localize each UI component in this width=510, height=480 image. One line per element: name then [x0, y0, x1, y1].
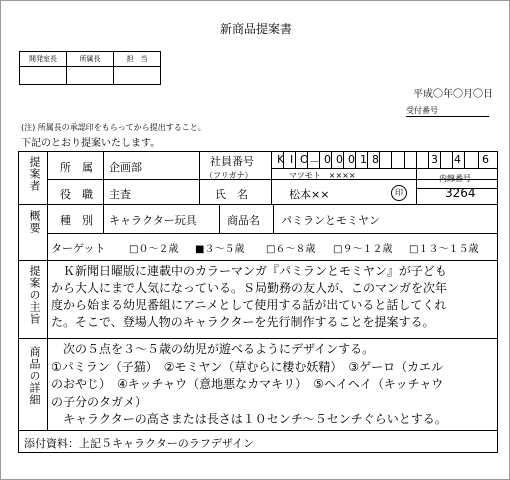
approval-header-dept-head: 所属長	[67, 52, 114, 67]
details-line: 次の５点を３～５歳の幼児が遊べるようにデザインする。	[51, 342, 375, 356]
purpose-line: た。そこで、登場人物のキャラクターを先行制作することを提案する。	[51, 315, 435, 329]
employee-number-char: 1	[360, 153, 367, 166]
details-section-label: 商品の詳細	[28, 346, 41, 406]
target-option-6-8: □６～８歳	[266, 244, 316, 255]
purpose-line: 度から始まる幼児番組にアニメとして使用する話が出ていると話してくれ	[51, 298, 447, 312]
approval-header-dev-chief: 開発室長	[20, 52, 67, 67]
target-option-9-12: □９～１２歳	[333, 244, 393, 255]
approval-stamp-dev-chief	[20, 67, 67, 85]
employee-number-char: 0	[336, 153, 343, 166]
employee-number-char: 8	[372, 153, 379, 166]
purpose-line: から大人にまで人気になっている。Ｓ局勤務の友人が、このマンガを次年	[51, 281, 448, 295]
purpose-line: Ｋ新聞日曜版に連載中のカラーマンガ『パミランとモミヤン』が子ども	[51, 264, 447, 278]
employee-number-char: O	[300, 153, 309, 166]
position-label: 役 職	[60, 188, 93, 201]
employee-number-char: K	[277, 153, 285, 166]
employee-number-char: 0	[348, 153, 355, 166]
approval-stamp-table	[19, 51, 161, 85]
approval-stamp-dept-head	[67, 67, 114, 85]
employee-number-char: 3	[431, 153, 438, 166]
position-value: 主査	[109, 188, 131, 201]
product-name-value: パミランとモミヤン	[281, 214, 380, 227]
employee-number-char: 0	[324, 153, 331, 166]
approval-note: (注) 所属長の承認印をもらってから提出すること。	[21, 123, 206, 132]
dept-label: 所 属	[60, 161, 93, 174]
personal-seal: 印	[391, 185, 407, 201]
details-line: のおやじ） ④キッチャウ（意地悪なカマキリ） ⑤ヘイヘイ（キッチャウ	[51, 377, 444, 391]
receipt-number-label: 受付番号	[406, 105, 489, 117]
details-line: の子分のタガメ）	[51, 394, 148, 409]
name-value: 松本××	[289, 188, 330, 201]
approval-stamp-staff	[114, 67, 161, 85]
submission-date: 平成〇年〇月〇日	[413, 89, 493, 100]
attachment-text: 添付資料：上記５キャラクターのラフデザイン	[24, 437, 255, 450]
purpose-text	[51, 263, 497, 331]
document-title: 新商品提案書	[219, 22, 292, 36]
furigana-label: （フリガナ）	[205, 171, 253, 180]
employee-number-char: 4	[454, 153, 461, 166]
details-text	[51, 341, 497, 429]
target-label: ターゲット	[51, 242, 106, 255]
dept-value: 企画部	[109, 161, 142, 174]
approval-header-staff: 担 当	[114, 52, 161, 67]
employee-number-label: 社員番号	[210, 155, 254, 168]
details-line: キャラクターの高さまたは長さは１０センチ～５センチぐらいとする。	[51, 412, 447, 426]
extension-value: 3264	[445, 186, 476, 200]
details-line: ①パミラン（子猫） ②モミヤン（草むらに棲む妖精） ③ゲーロ（カエル	[51, 359, 444, 374]
employee-number-char: 6	[482, 153, 489, 166]
name-label: 氏 名	[215, 188, 248, 201]
product-name-label: 商品名	[227, 214, 260, 227]
proposer-section-label: 提案者	[28, 156, 41, 192]
furigana-value: マツモト ××××	[289, 171, 356, 180]
proposal-form	[18, 151, 498, 453]
summary-section-label: 概要	[28, 210, 41, 234]
purpose-section-label: 提案の主旨	[28, 265, 41, 325]
target-option-0-2: □０～２歳	[129, 244, 179, 255]
employee-number-char: I	[290, 153, 294, 166]
intro-text: 下記のとおり提案いたします。	[21, 138, 161, 149]
type-value: キャラクター玩具	[109, 214, 197, 227]
target-option-3-5: ■３～５歳	[195, 244, 245, 255]
target-option-13-15: □１３～１５歳	[409, 244, 479, 255]
employee-number-char: －	[309, 155, 320, 168]
type-label: 種 別	[60, 214, 93, 227]
extension-label: 内線番号	[439, 174, 471, 183]
